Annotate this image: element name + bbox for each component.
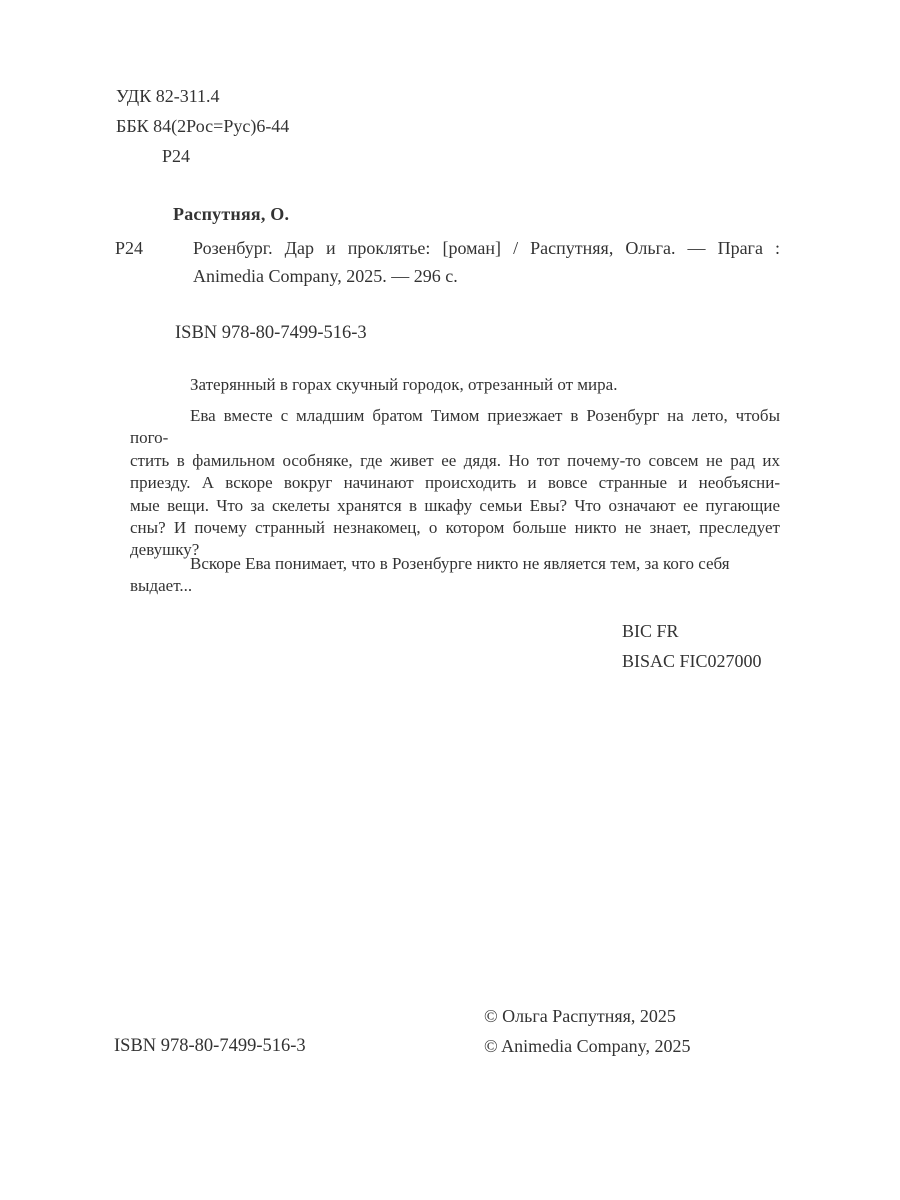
entry-line-1: Розенбург. Дар и проклятье: [роман] / Распутняя, Ольга. — Прага :: [193, 238, 780, 258]
annotation-line: мые вещи. Что за скелеты хранятся в шкафу семьи Евы? Что означают ее пугающие: [130, 495, 780, 515]
annotation-line: сны? И почему странный незнакомец, о котором больше никто не знает, преследует: [130, 518, 780, 538]
annotation-line: стить в фамильном особняке, где живет ее дядя. Но тот почему-то совсем не рад их: [130, 450, 780, 470]
udk-code: УДК 82-311.4: [116, 86, 220, 106]
bibliographic-entry: [115, 234, 780, 290]
entry-description: [193, 234, 780, 290]
annotation-line: девушку?: [130, 540, 200, 560]
copyright-publisher: © Animedia Company, 2025: [484, 1036, 691, 1056]
author-name: Распутняя, О.: [173, 204, 290, 224]
isbn-bottom: ISBN 978-80-7499-516-3: [114, 1036, 306, 1056]
bic-code: BIC FR: [622, 621, 679, 641]
copyright-author: © Ольга Распутняя, 2025: [484, 1006, 676, 1026]
isbn-top: ISBN 978-80-7499-516-3: [175, 323, 367, 343]
bbk-code: ББК 84(2Рос=Рус)6-44: [116, 116, 290, 136]
annotation-line: приезду. А вскоре вокруг начинают происходить и вовсе странные и необъясни-: [130, 473, 780, 493]
annotation-paragraph-3: Вскоре Ева понимает, что в Розенбурге никто не является тем, за кого себя выдает...: [130, 554, 730, 596]
author-sign: Р24: [162, 146, 191, 166]
annotation-paragraph-1: Затерянный в горах скучный городок, отрезанный от мира.: [190, 375, 618, 394]
annotation-paragraph-2: [130, 405, 780, 562]
annotation-line: Ева вместе с младшим братом Тимом приезжает в Розенбург на лето, чтобы пого-: [130, 406, 780, 448]
entry-code: Р24: [115, 238, 144, 258]
entry-line-2: Animedia Company, 2025. — 296 с.: [193, 266, 458, 286]
bisac-code: BISAC FIC027000: [622, 651, 762, 671]
